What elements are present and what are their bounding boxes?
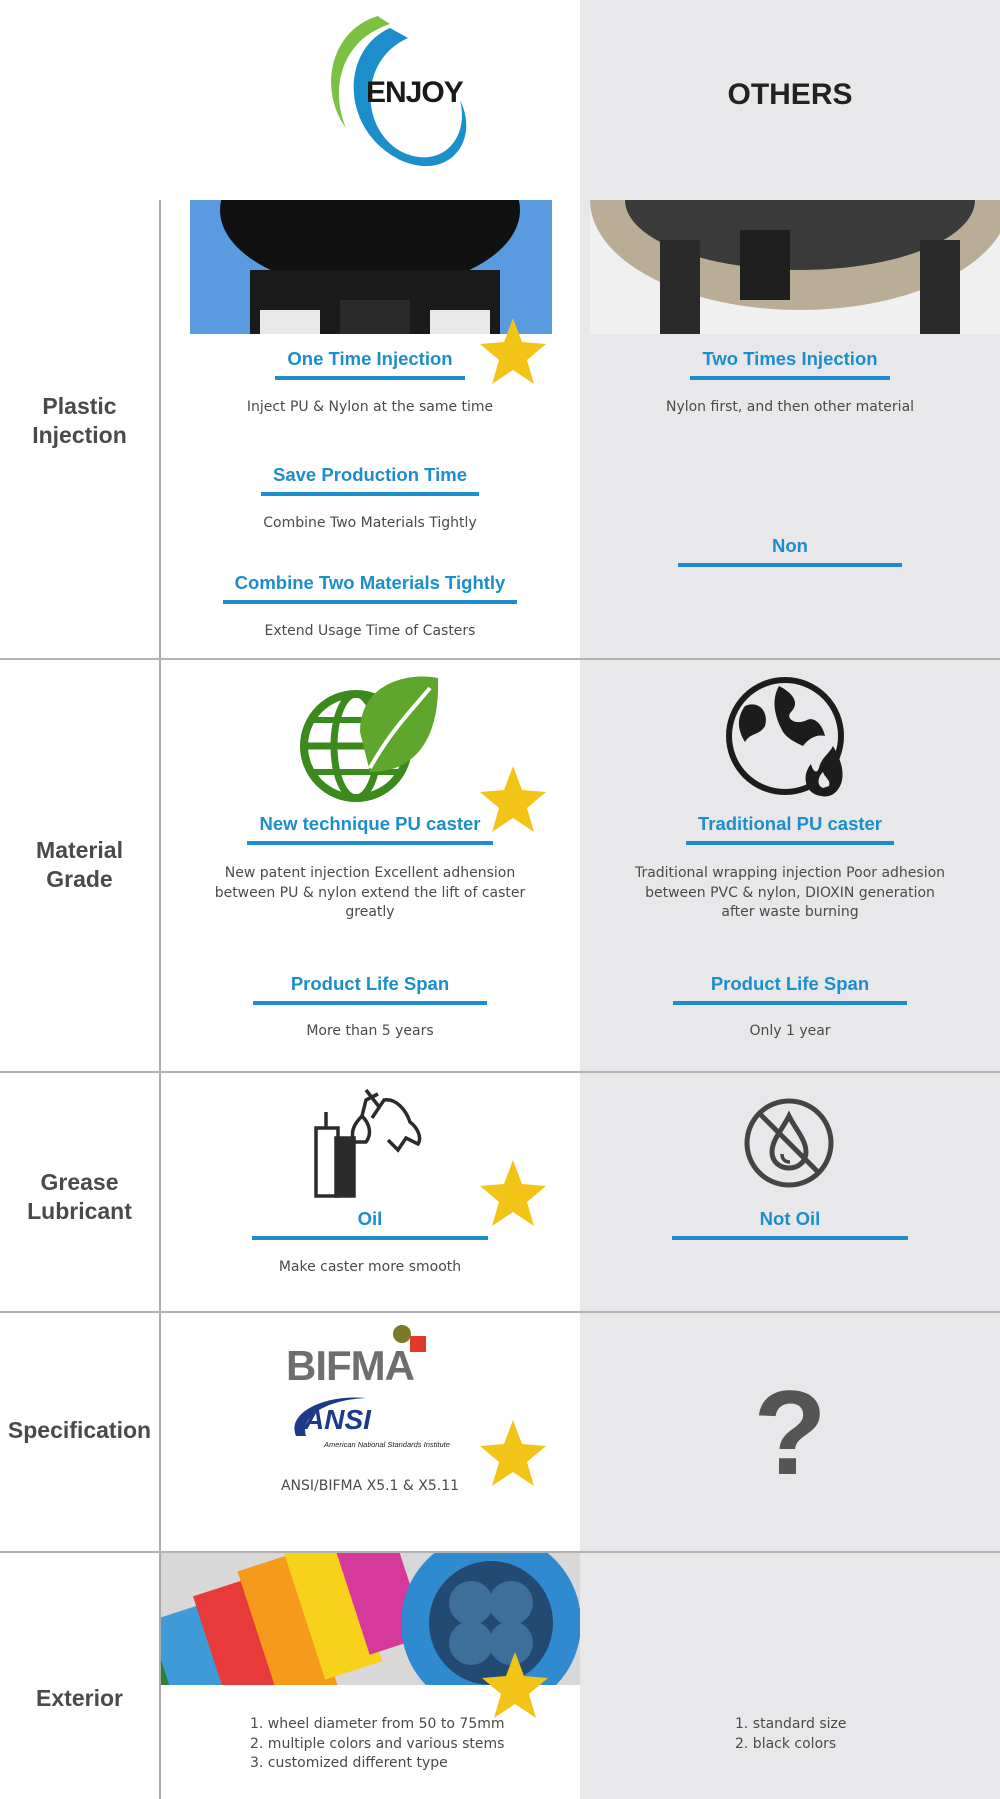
- no-oil-drop-icon: [742, 1096, 836, 1190]
- row-label-plastic-injection: [0, 392, 159, 450]
- ansi-logo-subtext: American National Standards Institute: [324, 1440, 450, 1449]
- feature-description: Only 1 year: [749, 1023, 831, 1039]
- row-label-specification: [0, 1416, 159, 1445]
- row-label-text: Specification: [7, 1417, 152, 1443]
- feature-traditional-pu-caster: [610, 813, 970, 845]
- feature-description: Combine Two Materials Tightly: [263, 515, 477, 531]
- feature-description: Extend Usage Time of Casters: [264, 623, 476, 639]
- feature-title: Product Life Span: [673, 973, 907, 1005]
- row-label-text: Exterior: [36, 1685, 123, 1711]
- others-header: OTHERS: [727, 78, 853, 111]
- row-divider-2: [0, 1071, 1000, 1073]
- row-label-text: Material Grade: [36, 837, 123, 892]
- feature-title: Product Life Span: [253, 973, 487, 1005]
- row-divider-1: [0, 658, 1000, 660]
- enjoy-caster-cross-section-photo: [190, 200, 552, 334]
- oil-bottle-hand-icon: [310, 1088, 430, 1200]
- row-divider-3: [0, 1311, 1000, 1313]
- list-item: 1. wheel diameter from 50 to 75mm: [250, 1716, 505, 1732]
- row-label-text: Plastic Injection: [32, 393, 127, 448]
- row-label-text: Grease Lubricant: [27, 1169, 132, 1224]
- row-label-exterior: [0, 1684, 159, 1713]
- feature-two-times-injection: [610, 348, 970, 380]
- feature-title: One Time Injection: [275, 348, 464, 380]
- feature-combine-materials: [190, 572, 550, 604]
- feature-not-oil: [610, 1208, 970, 1240]
- spec-description: ANSI/BIFMA X5.1 & X5.11: [280, 1478, 460, 1494]
- list-item: 2. multiple colors and various stems: [250, 1735, 505, 1752]
- eco-globe-leaf-icon: [300, 672, 440, 804]
- feature-description: Make caster more smooth: [278, 1259, 462, 1275]
- feature-oil: [190, 1208, 550, 1240]
- question-mark-icon: ?: [753, 1366, 827, 1500]
- earth-fire-icon: [725, 676, 851, 802]
- row-label-material-grade: [0, 836, 159, 894]
- feature-one-time-injection: [190, 348, 550, 380]
- feature-title: Traditional PU caster: [686, 813, 894, 845]
- feature-new-technique-pu-caster: [190, 813, 550, 845]
- feature-description: Traditional wrapping injection Poor adhesion between PVC & nylon, DIOXIN generation after waste burning: [634, 865, 946, 920]
- feature-title: New technique PU caster: [247, 813, 492, 845]
- feature-title: Non: [678, 535, 902, 567]
- exterior-enjoy-list: [250, 1715, 505, 1774]
- row-label-grease-lubricant: [0, 1168, 159, 1226]
- exterior-others-list: [735, 1715, 847, 1754]
- feature-description: More than 5 years: [306, 1023, 434, 1039]
- enjoy-logo: [310, 10, 490, 180]
- list-item: 1. standard size: [735, 1716, 847, 1732]
- ansi-logo: [286, 1392, 456, 1454]
- feature-title: Save Production Time: [261, 464, 479, 496]
- feature-title: Not Oil: [672, 1208, 909, 1240]
- feature-description: New patent injection Excellent adhension between PU & nylon extend the lift of caster greatly: [214, 865, 526, 920]
- feature-product-life-span: [190, 973, 550, 1005]
- star-icon: [480, 1650, 550, 1720]
- feature-title: Two Times Injection: [690, 348, 889, 380]
- feature-description: Nylon first, and then other material: [665, 399, 915, 415]
- enjoy-brand-text: ENJOY: [366, 76, 463, 109]
- feature-description: Inject PU & Nylon at the same time: [246, 399, 494, 415]
- feature-title: Oil: [252, 1208, 489, 1240]
- feature-title: Combine Two Materials Tightly: [223, 572, 518, 604]
- others-caster-cross-section-photo: [590, 200, 1000, 334]
- list-item: 2. black colors: [735, 1735, 837, 1752]
- feature-non: [610, 535, 970, 567]
- ansi-logo-text: ANSI: [304, 1404, 371, 1435]
- feature-product-life-span: [610, 973, 970, 1005]
- list-item: 3. customized different type: [250, 1755, 448, 1771]
- feature-save-production-time: [190, 464, 550, 496]
- bifma-logo: [286, 1322, 456, 1389]
- bifma-logo-text: BIFMA: [286, 1342, 414, 1389]
